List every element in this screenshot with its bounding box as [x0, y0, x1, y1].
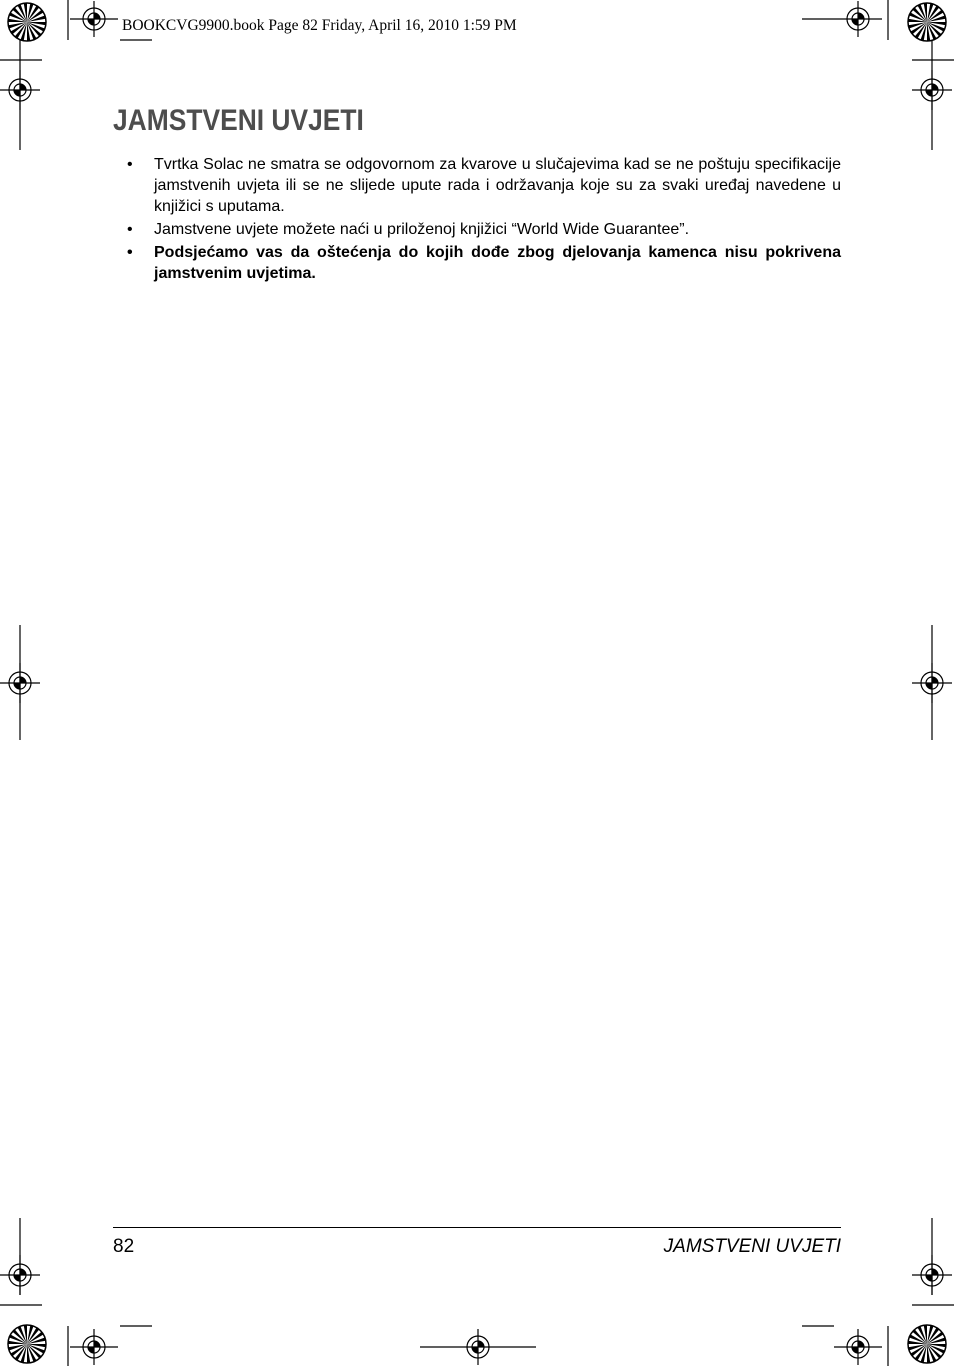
bullet-marker: • — [127, 244, 133, 261]
page-number: 82 — [113, 1236, 135, 1257]
star-target-icon — [8, 1325, 46, 1363]
star-target-icon — [908, 3, 946, 41]
bullet-marker: • — [127, 221, 133, 238]
footer-rule — [113, 1227, 841, 1228]
star-target-icon — [8, 3, 46, 41]
running-title: JAMSTVENI UVJETI — [663, 1236, 841, 1257]
star-target-icon — [908, 1325, 946, 1363]
registration-crosshair-icon — [834, 1, 882, 37]
registration-crosshair-icon — [454, 1329, 502, 1365]
bullet-marker: • — [127, 156, 133, 173]
registration-crosshair-icon — [834, 1329, 882, 1365]
bullet-list — [127, 154, 841, 286]
bullet-text: Tvrtka Solac ne smatra se odgovornom za kvarove u slučajevima kad se ne poštuju specifikacije jamstvenih uvjeta ili se ne slijede upute rada i održavanja koje su za svaki uređaj navedene u knjižici s uputama. — [154, 156, 841, 215]
list-item — [127, 219, 841, 240]
bullet-text: Jamstvene uvjete možete naći u priloženoj knjižici “World Wide Guarantee”. — [154, 221, 690, 238]
bullet-text: Podsjećamo vas da oštećenja do kojih dođe zbog djelovanja kamenca nisu pokrivena jamstvenim uvjetima. — [154, 244, 841, 282]
page-title: JAMSTVENI UVJETI — [113, 104, 364, 137]
list-item — [127, 154, 841, 217]
list-item — [127, 242, 841, 284]
registration-crosshair-icon — [70, 1329, 118, 1365]
registration-crosshair-icon — [70, 1, 118, 37]
book-info-header: BOOKCVG9900.book Page 82 Friday, April 16, 2010 1:59 PM — [122, 17, 517, 34]
